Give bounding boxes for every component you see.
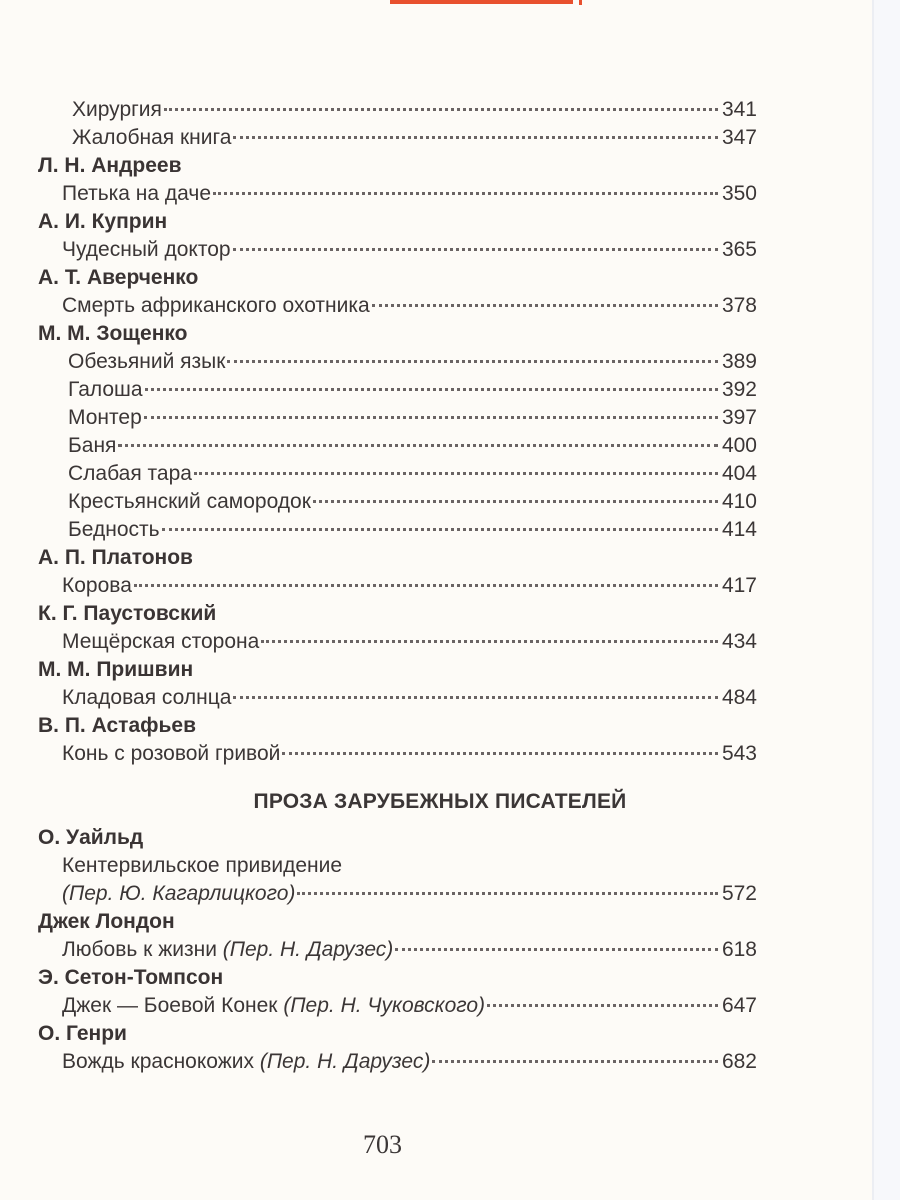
entry-page: 543 — [721, 742, 757, 765]
toc-entry[interactable] — [0, 460, 757, 488]
dot-leader — [233, 248, 718, 251]
entry-page: 392 — [721, 378, 757, 401]
toc-entry[interactable] — [0, 488, 757, 516]
translator-text: (Пер. Н. Чуковского) — [283, 994, 486, 1017]
entry-page: 400 — [721, 434, 757, 457]
entry-page: 647 — [721, 994, 757, 1017]
entry-title: Джек — Боевой Конек — [62, 994, 278, 1017]
entry-title-group — [62, 992, 485, 1020]
translator-text: (Пер. Ю. Кагарлицкого) — [62, 882, 296, 905]
entry-page: 389 — [721, 350, 757, 373]
toc-entry[interactable] — [0, 684, 757, 712]
dot-leader — [134, 584, 718, 587]
translator-text: (Пер. Н. Дарузес) — [259, 1050, 431, 1073]
dot-leader — [144, 416, 718, 419]
author-heading: О. Уайльд — [38, 826, 144, 849]
author-heading: Э. Сетон-Томпсон — [38, 966, 224, 989]
entry-title: Жалобная книга — [72, 126, 232, 149]
toc-entry[interactable] — [0, 96, 757, 124]
dot-leader — [487, 1004, 718, 1007]
author-heading: К. Г. Паустовский — [38, 602, 217, 625]
entry-page: 341 — [721, 98, 757, 121]
entry-title: Обезьяний язык — [68, 350, 226, 373]
entry-title: Баня — [68, 434, 117, 457]
top-color-mark-tick — [579, 0, 582, 5]
entry-title-group — [62, 936, 393, 964]
entry-page: 417 — [721, 574, 757, 597]
entry-title: Крестьянский самородок — [68, 490, 311, 513]
toc-entry[interactable] — [0, 180, 757, 208]
dot-leader — [213, 192, 718, 195]
author-heading: М. М. Пришвин — [38, 658, 194, 681]
author-heading: А. И. Куприн — [38, 210, 168, 233]
top-color-mark — [390, 0, 573, 4]
dot-leader — [432, 1060, 718, 1063]
entry-title: Монтер — [68, 406, 142, 429]
author-heading: В. П. Астафьев — [38, 714, 197, 737]
author-heading: А. Т. Аверченко — [38, 266, 199, 289]
toc-entry[interactable] — [0, 992, 757, 1020]
entry-title: Кладовая солнца — [62, 686, 232, 709]
toc-entry[interactable] — [0, 572, 757, 600]
toc-entry[interactable] — [0, 376, 757, 404]
toc-entry[interactable] — [0, 236, 757, 264]
author-heading: А. П. Платонов — [38, 546, 193, 569]
toc-entry[interactable] — [0, 1048, 757, 1076]
entry-title: Любовь к жизни — [62, 938, 217, 961]
entry-page: 350 — [721, 182, 757, 205]
entry-page: 397 — [721, 406, 757, 429]
table-of-contents — [0, 96, 900, 1076]
dot-leader — [395, 948, 718, 951]
entry-title: Бедность — [68, 518, 160, 541]
entry-page: 410 — [721, 490, 757, 513]
author-heading: О. Генри — [38, 1022, 127, 1045]
toc-entry[interactable] — [0, 628, 757, 656]
toc-entry[interactable] — [0, 292, 757, 320]
dot-leader — [233, 696, 718, 699]
toc-entry[interactable] — [0, 880, 757, 908]
translator-text: (Пер. Н. Дарузес) — [222, 938, 394, 961]
dot-leader — [162, 528, 718, 531]
entry-page: 414 — [721, 518, 757, 541]
toc-entry[interactable] — [0, 404, 757, 432]
dot-leader — [297, 892, 718, 895]
dot-leader — [313, 500, 718, 503]
entry-title: Петька на даче — [62, 182, 211, 205]
entry-page: 347 — [721, 126, 757, 149]
author-heading: М. М. Зощенко — [38, 322, 188, 345]
dot-leader — [233, 136, 718, 139]
entry-title: Галоша — [68, 378, 143, 401]
entry-title: Вождь краснокожих — [62, 1050, 254, 1073]
author-heading: Джек Лондон — [38, 910, 175, 933]
dot-leader — [118, 444, 718, 447]
dot-leader — [227, 360, 717, 363]
entry-title: Слабая тара — [68, 462, 192, 485]
entry-title: Корова — [62, 574, 132, 597]
toc-entry[interactable] — [0, 936, 757, 964]
dot-leader — [194, 472, 718, 475]
entry-title: Смерть африканского охотника — [62, 294, 370, 317]
entry-title-line[interactable]: Кентервильское привидение — [62, 854, 343, 877]
dot-leader — [372, 304, 718, 307]
toc-entry[interactable] — [0, 740, 757, 768]
toc-entry[interactable] — [0, 348, 757, 376]
entry-page: 434 — [721, 630, 757, 653]
toc-entry[interactable] — [0, 516, 757, 544]
entry-title: Хирургия — [72, 98, 162, 121]
entry-page: 404 — [721, 462, 757, 485]
section-heading: ПРОЗА ЗАРУБЕЖНЫХ ПИСАТЕЛЕЙ — [253, 790, 627, 813]
entry-title: Конь с розовой гривой — [62, 742, 281, 765]
author-heading: Л. Н. Андреев — [38, 154, 182, 177]
toc-entry[interactable] — [0, 124, 757, 152]
entry-page: 682 — [721, 1050, 757, 1073]
dot-leader — [164, 108, 718, 111]
dot-leader — [282, 752, 718, 755]
entry-title: Мещёрская сторона — [62, 630, 260, 653]
entry-title: Чудесный доктор — [62, 238, 231, 261]
entry-page: 378 — [721, 294, 757, 317]
entry-page: 618 — [721, 938, 757, 961]
entry-translator — [62, 880, 295, 908]
dot-leader — [261, 640, 718, 643]
dot-leader — [145, 388, 718, 391]
entry-page: 572 — [721, 882, 757, 905]
toc-entry[interactable] — [0, 432, 757, 460]
entry-title-group — [62, 1048, 430, 1076]
entry-page: 365 — [721, 238, 757, 261]
entry-page: 484 — [721, 686, 757, 709]
page-number: 703 — [363, 1130, 402, 1159]
